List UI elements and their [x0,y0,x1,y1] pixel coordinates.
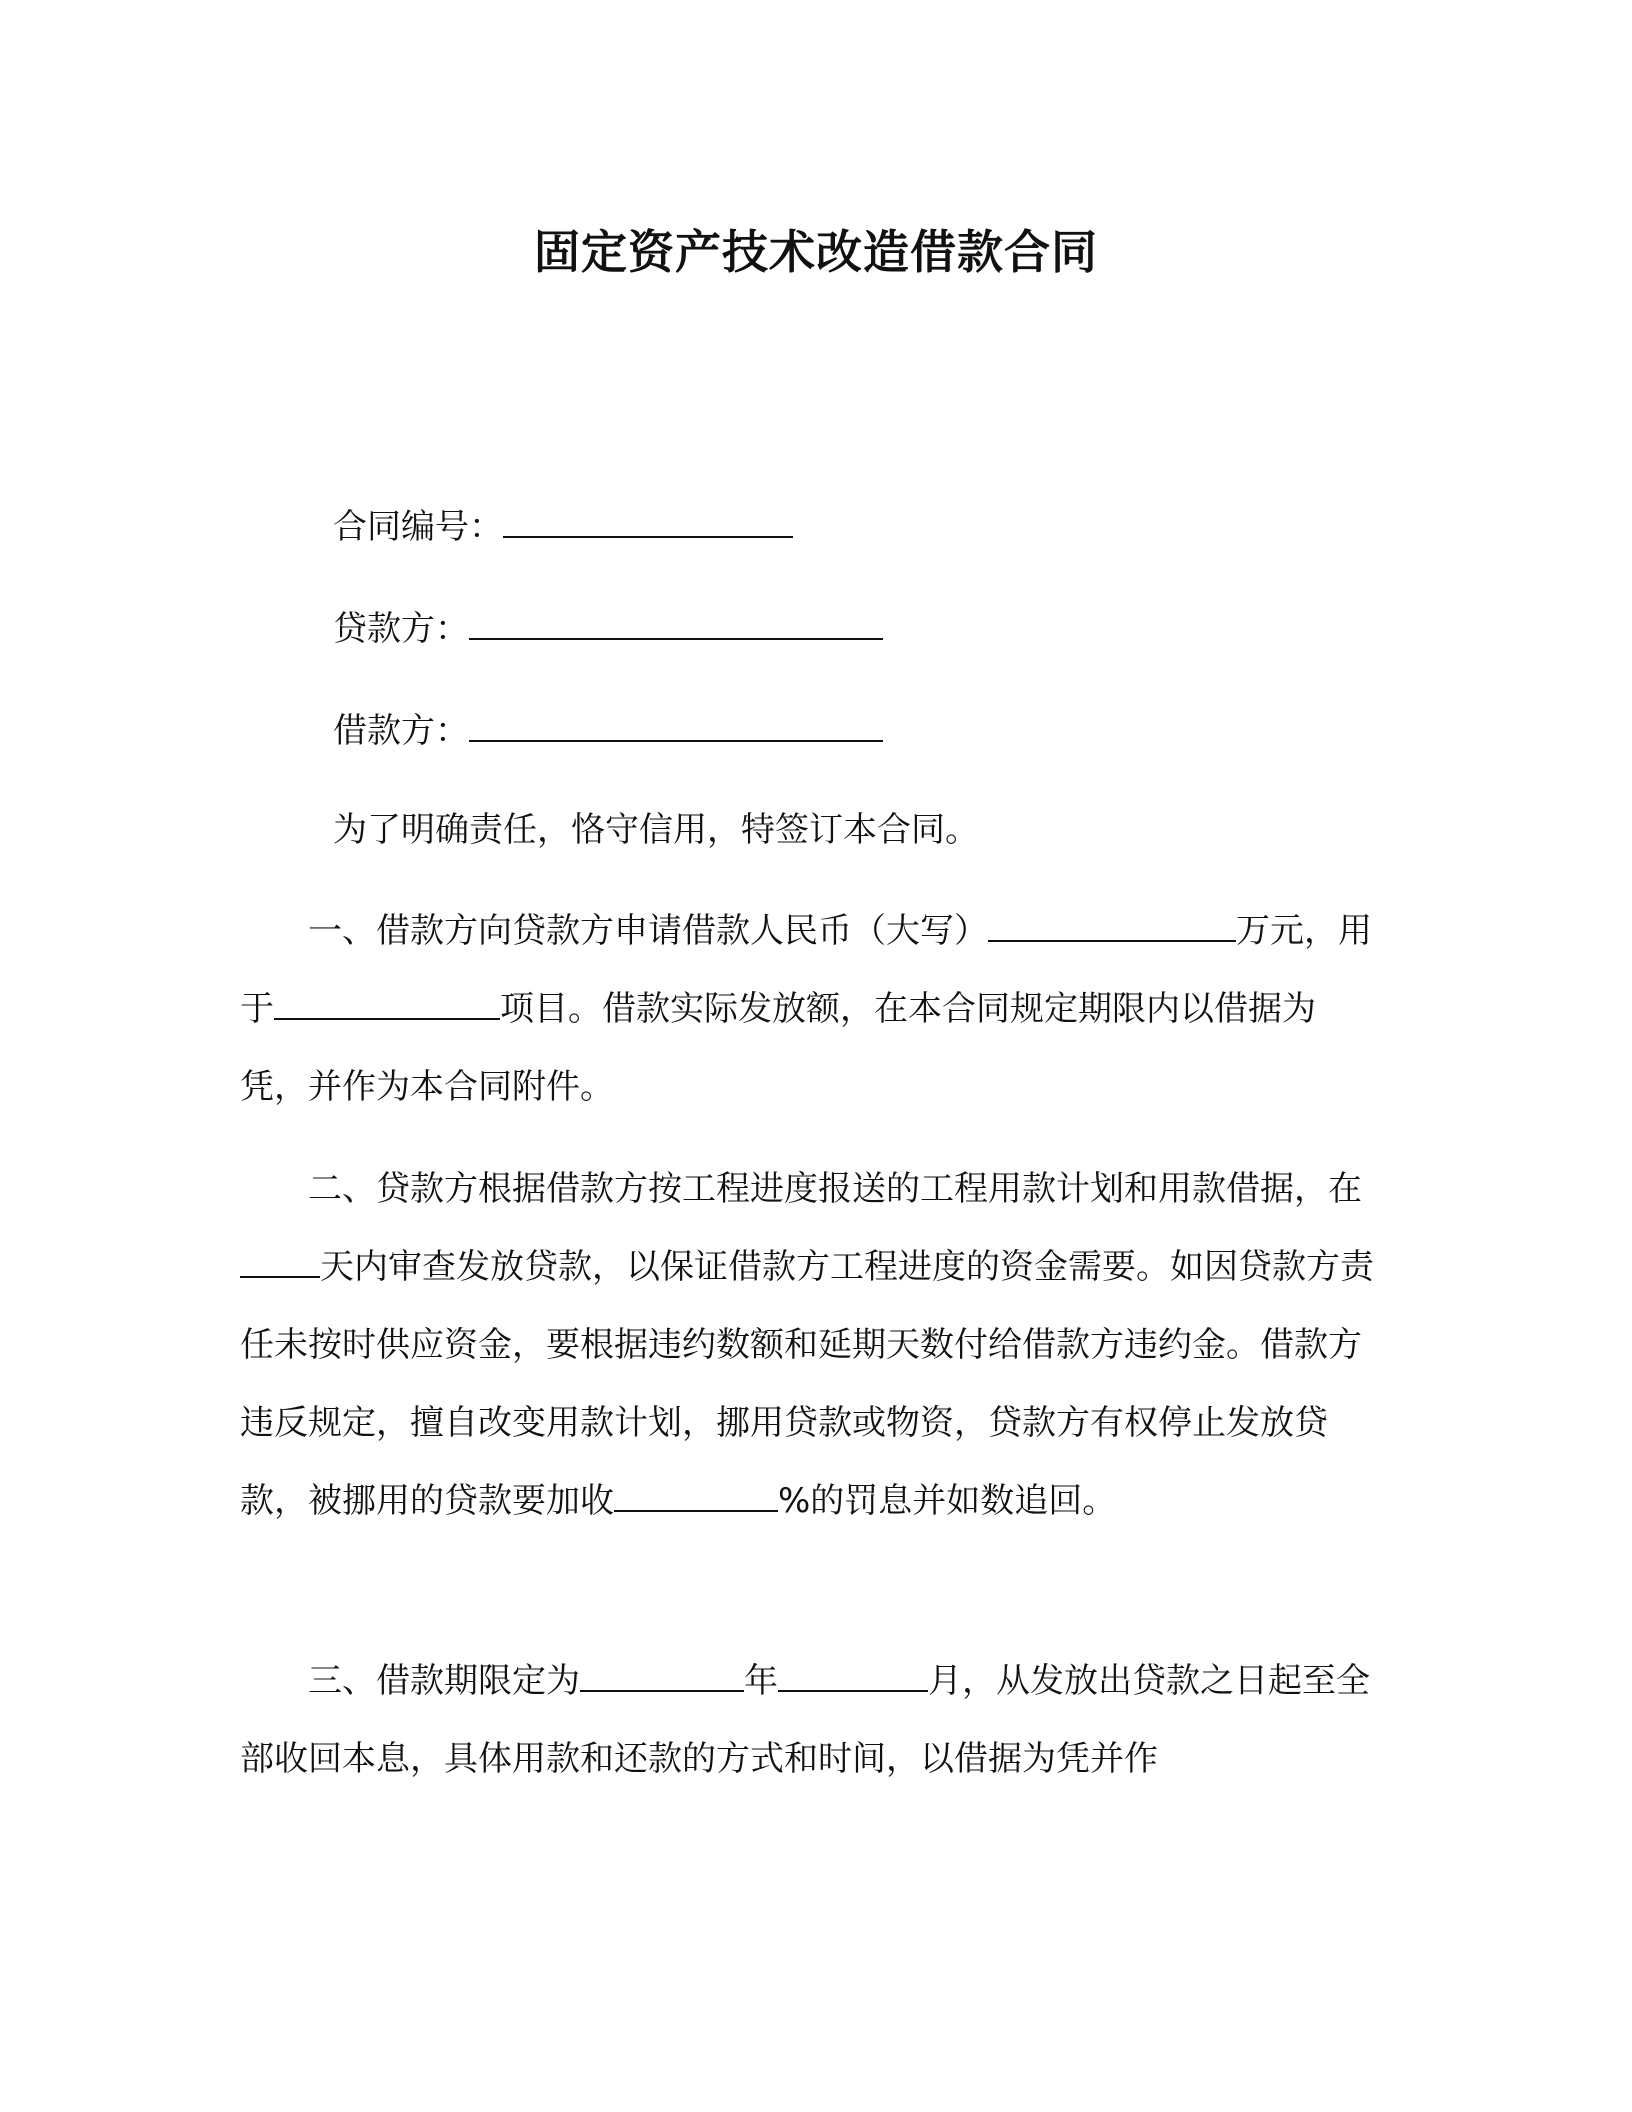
penalty-rate-blank [614,1476,778,1512]
contract-number-label: 合同编号： [333,507,503,547]
contract-number-field [333,502,793,551]
lender-label: 贷款方： [333,609,469,649]
contract-number-blank [503,502,793,538]
preamble: 为了明确责任，恪守信用，特签订本合同。 [333,810,979,850]
lender-field [333,604,883,653]
document-title: 固定资产技术改造借款合同 [534,225,1098,279]
clause-2-text-c: %的罚息并如数追回。 [778,1481,1117,1521]
clause-1 [240,892,1378,1126]
borrower-field [333,706,883,755]
term-years-blank [580,1656,744,1692]
clause-3-text-c: 月，从发放出贷款之日起至全部收回本息，具体用款和还款的方式和时间，以借据为凭并作 [240,1661,1370,1779]
review-days-blank [240,1242,320,1278]
clause-1-text-b: 万元，用于 [240,911,1372,1029]
term-months-blank [778,1656,928,1692]
borrower-blank [469,706,883,742]
loan-amount-blank [988,906,1236,942]
project-name-blank [274,984,500,1020]
clause-2-text-a: 二、贷款方根据借款方按工程进度报送的工程用款计划和用款借据，在 [308,1169,1362,1209]
clause-2 [240,1150,1378,1540]
clause-3-text-a: 三、借款期限定为 [308,1661,580,1701]
borrower-label: 借款方： [333,711,469,751]
clause-2-text-b: 天内审查发放贷款，以保证借款方工程进度的资金需要。如因贷款方责任未按时供应资金，要根据违约数额和延期天数付给借款方违约金。借款方违反规定，擅自改变用款计划，挪用贷款或物资，贷款方有权停止发放贷款，被挪用的贷款要加收 [240,1247,1374,1521]
lender-blank [469,604,883,640]
clause-3-text-b: 年 [744,1661,778,1701]
clause-1-text-c: 项目。借款实际发放额，在本合同规定期限内以借据为凭，并作为本合同附件。 [240,989,1316,1107]
clause-1-text-a: 一、借款方向贷款方申请借款人民币（大写） [308,911,988,951]
clause-3 [240,1642,1378,1798]
